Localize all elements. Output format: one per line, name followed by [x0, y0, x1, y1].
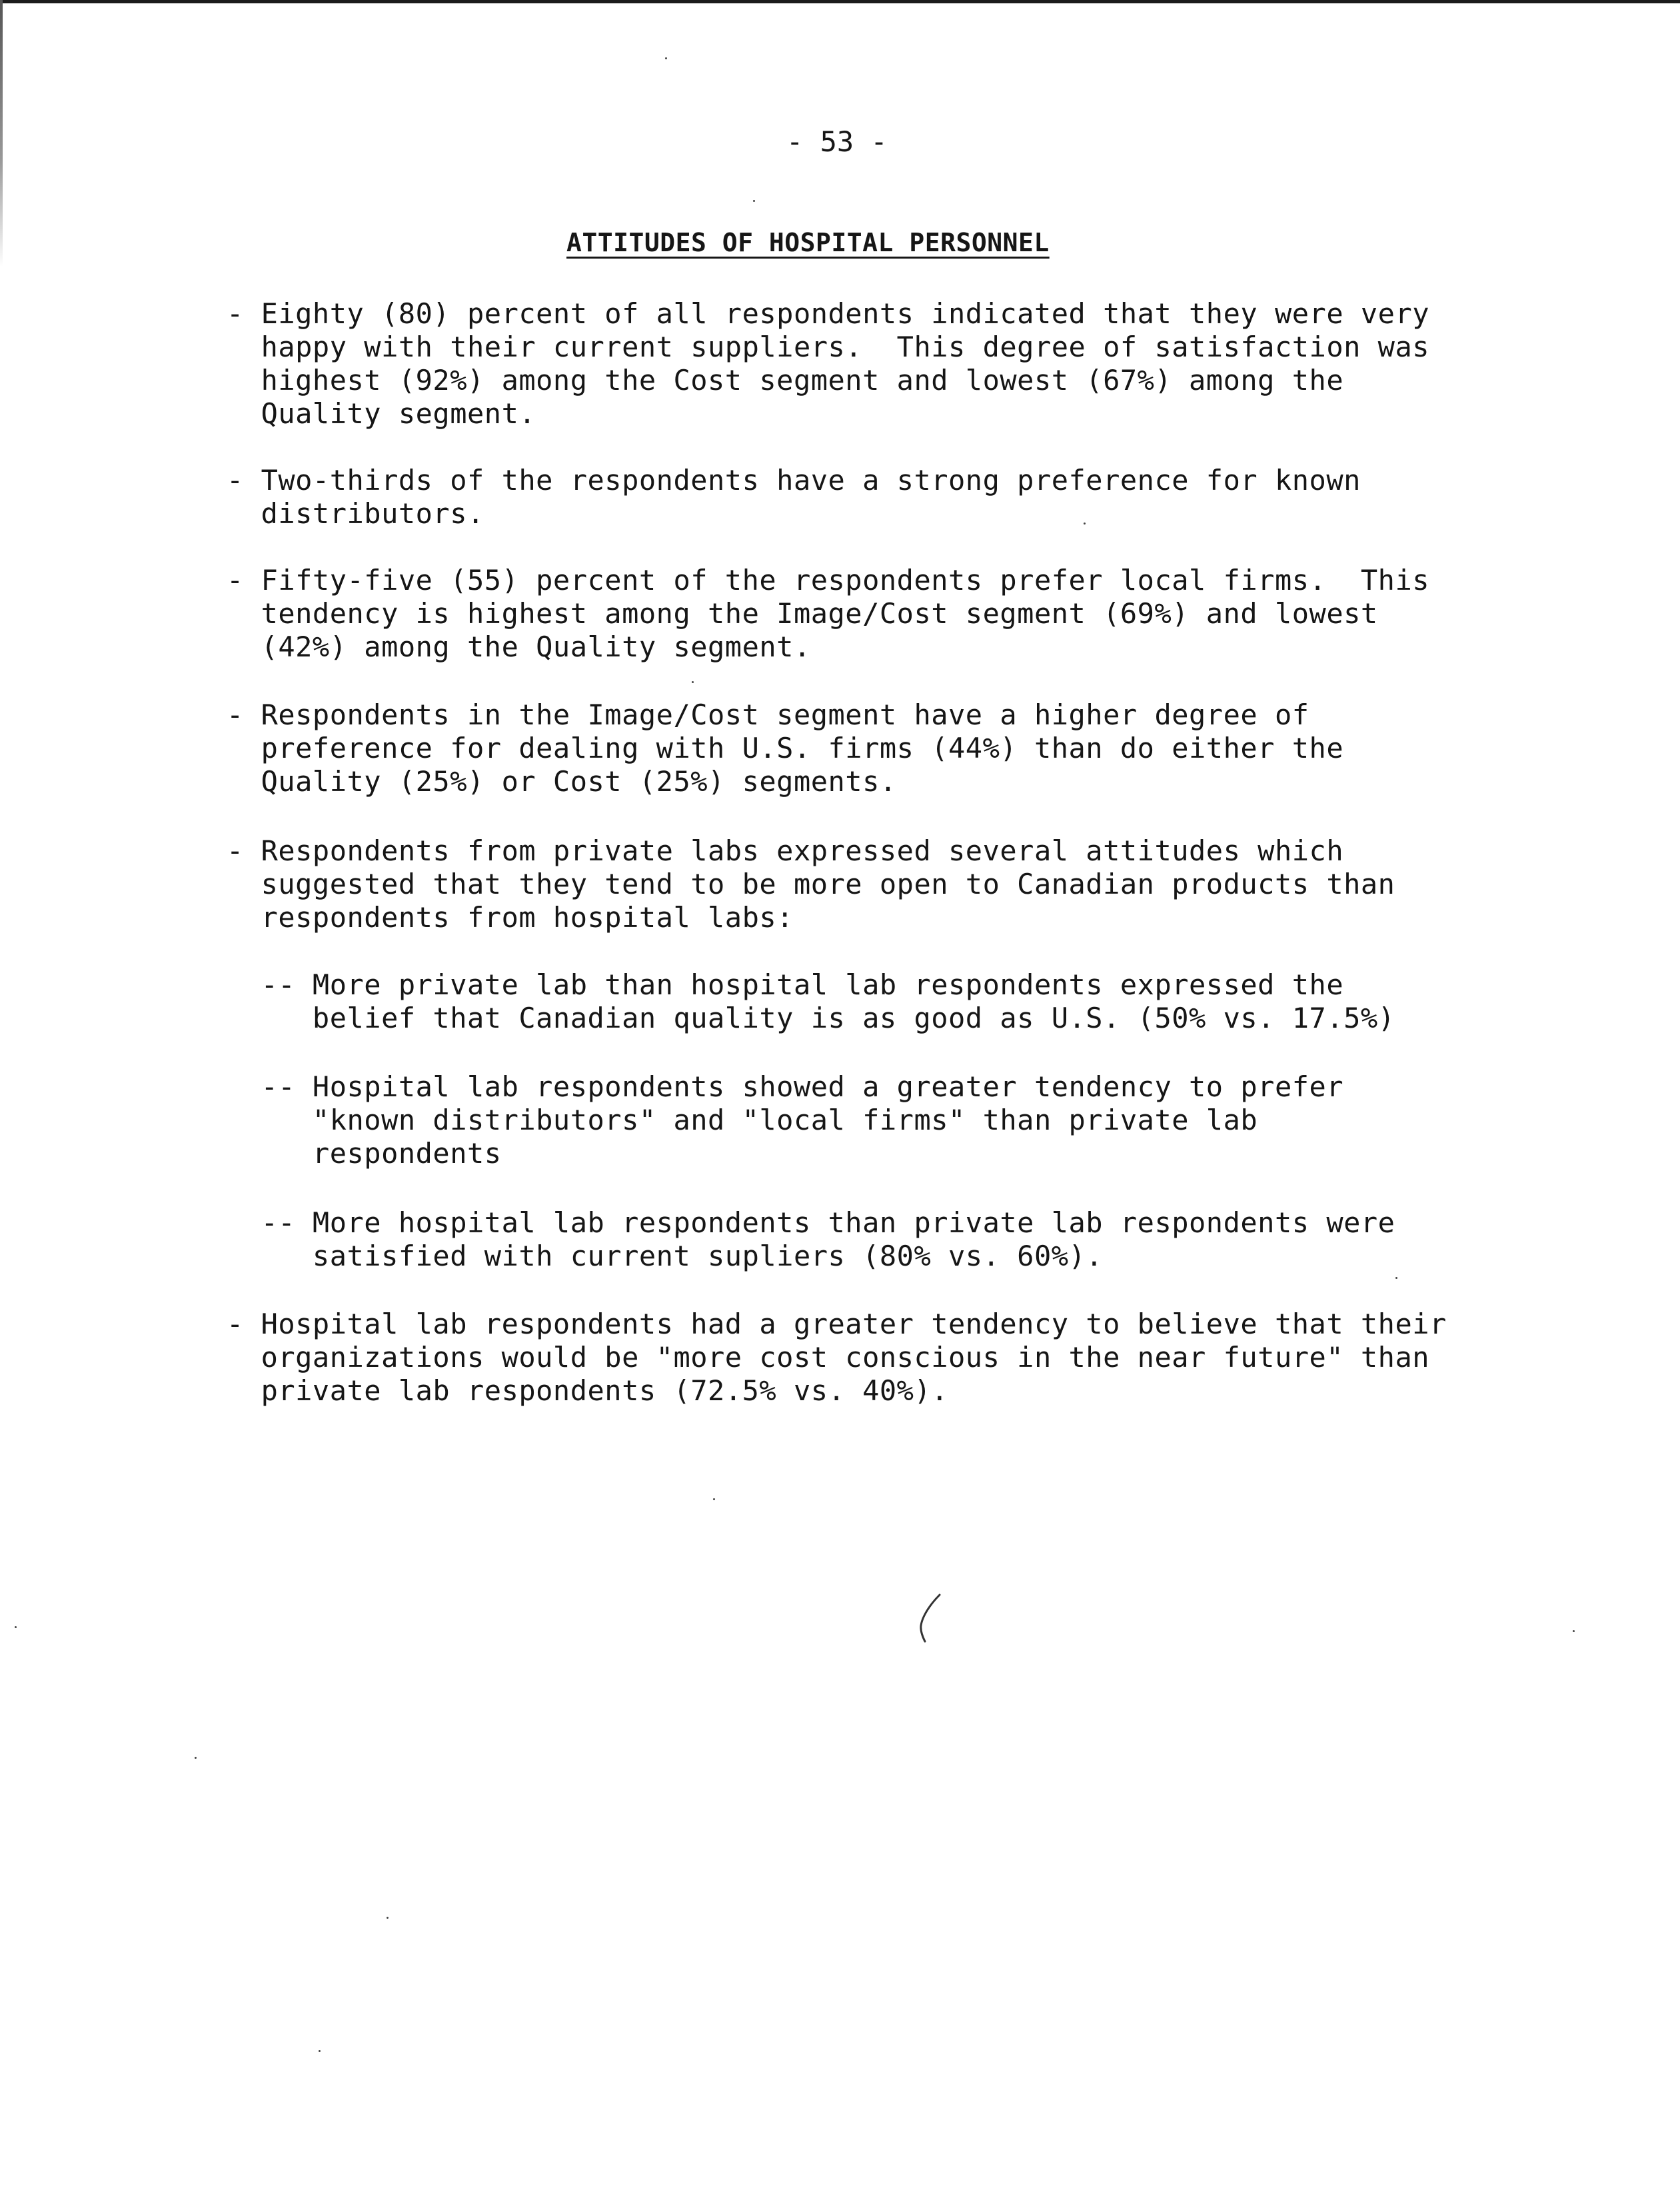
scan-speck: [1084, 523, 1086, 525]
text-line: suggested that they tend to be more open to Canadian products than: [227, 868, 1395, 900]
paragraph-cost-conscious: [227, 1308, 1479, 1408]
text-line: distributors.: [227, 497, 484, 530]
text-line: - Respondents in the Image/Cost segment have a higher degree of: [227, 698, 1309, 731]
text-line: Quality (25%) or Cost (25%) segments.: [227, 765, 897, 798]
text-line: preference for dealing with U.S. firms (44%) than do either the: [227, 732, 1344, 764]
paragraph-local-firms: [227, 564, 1479, 664]
pen-stroke-mark: [913, 1590, 953, 1649]
text-line: -- More hospital lab respondents than private lab respondents were: [227, 1206, 1395, 1239]
page-number: - 53 -: [786, 125, 888, 158]
scan-speck: [753, 200, 755, 202]
text-line: happy with their current suppliers. This degree of satisfaction was: [227, 331, 1430, 363]
text-line: (42%) among the Quality segment.: [227, 630, 811, 663]
text-line: - Respondents from private labs expressed several attitudes which: [227, 834, 1344, 867]
text-line: private lab respondents (72.5% vs. 40%).: [227, 1374, 949, 1407]
scan-speck: [665, 57, 667, 59]
paragraph-satisfaction: [227, 297, 1479, 431]
section-heading: ATTITUDES OF HOSPITAL PERSONNEL: [566, 228, 1050, 257]
scan-speck: [1395, 1277, 1397, 1279]
scan-speck: [15, 1626, 17, 1628]
scan-speck: [387, 1917, 389, 1919]
paragraph-known-distributors: [227, 464, 1479, 531]
text-line: organizations would be "more cost conscious in the near future" than: [227, 1341, 1430, 1374]
text-line: belief that Canadian quality is as good as U.S. (50% vs. 17.5%): [227, 1002, 1395, 1034]
text-line: "known distributors" and "local firms" than private lab: [227, 1104, 1258, 1136]
text-line: tendency is highest among the Image/Cost segment (69%) and lowest: [227, 597, 1378, 630]
text-line: - Fifty-five (55) percent of the respondents prefer local firms. This: [227, 564, 1430, 596]
subpoint-known-distributors: [227, 1070, 1479, 1170]
scan-speck: [319, 2050, 321, 2052]
paragraph-private-labs: [227, 834, 1479, 934]
scan-left-edge: [0, 0, 3, 267]
scan-speck: [713, 1498, 715, 1500]
text-line: - Hospital lab respondents had a greater tendency to believe that their: [227, 1308, 1447, 1340]
scan-speck: [195, 1757, 197, 1759]
subpoint-canadian-quality: [227, 968, 1479, 1035]
text-line: Quality segment.: [227, 397, 536, 430]
text-line: -- Hospital lab respondents showed a greater tendency to prefer: [227, 1070, 1344, 1103]
text-line: - Eighty (80) percent of all respondents indicated that they were very: [227, 297, 1430, 330]
paragraph-us-firms: [227, 698, 1479, 798]
scan-speck: [692, 681, 694, 683]
scan-speck: [1573, 1630, 1575, 1632]
text-line: respondents: [227, 1137, 502, 1170]
text-line: -- More private lab than hospital lab respondents expressed the: [227, 968, 1344, 1001]
text-line: - Two-thirds of the respondents have a strong preference for known: [227, 464, 1361, 497]
scan-top-edge: [0, 0, 1680, 3]
text-line: satisfied with current supliers (80% vs. 60%).: [227, 1240, 1104, 1272]
text-line: highest (92%) among the Cost segment and lowest (67%) among the: [227, 364, 1344, 397]
subpoint-current-suppliers: [227, 1206, 1479, 1273]
text-line: respondents from hospital labs:: [227, 901, 794, 934]
